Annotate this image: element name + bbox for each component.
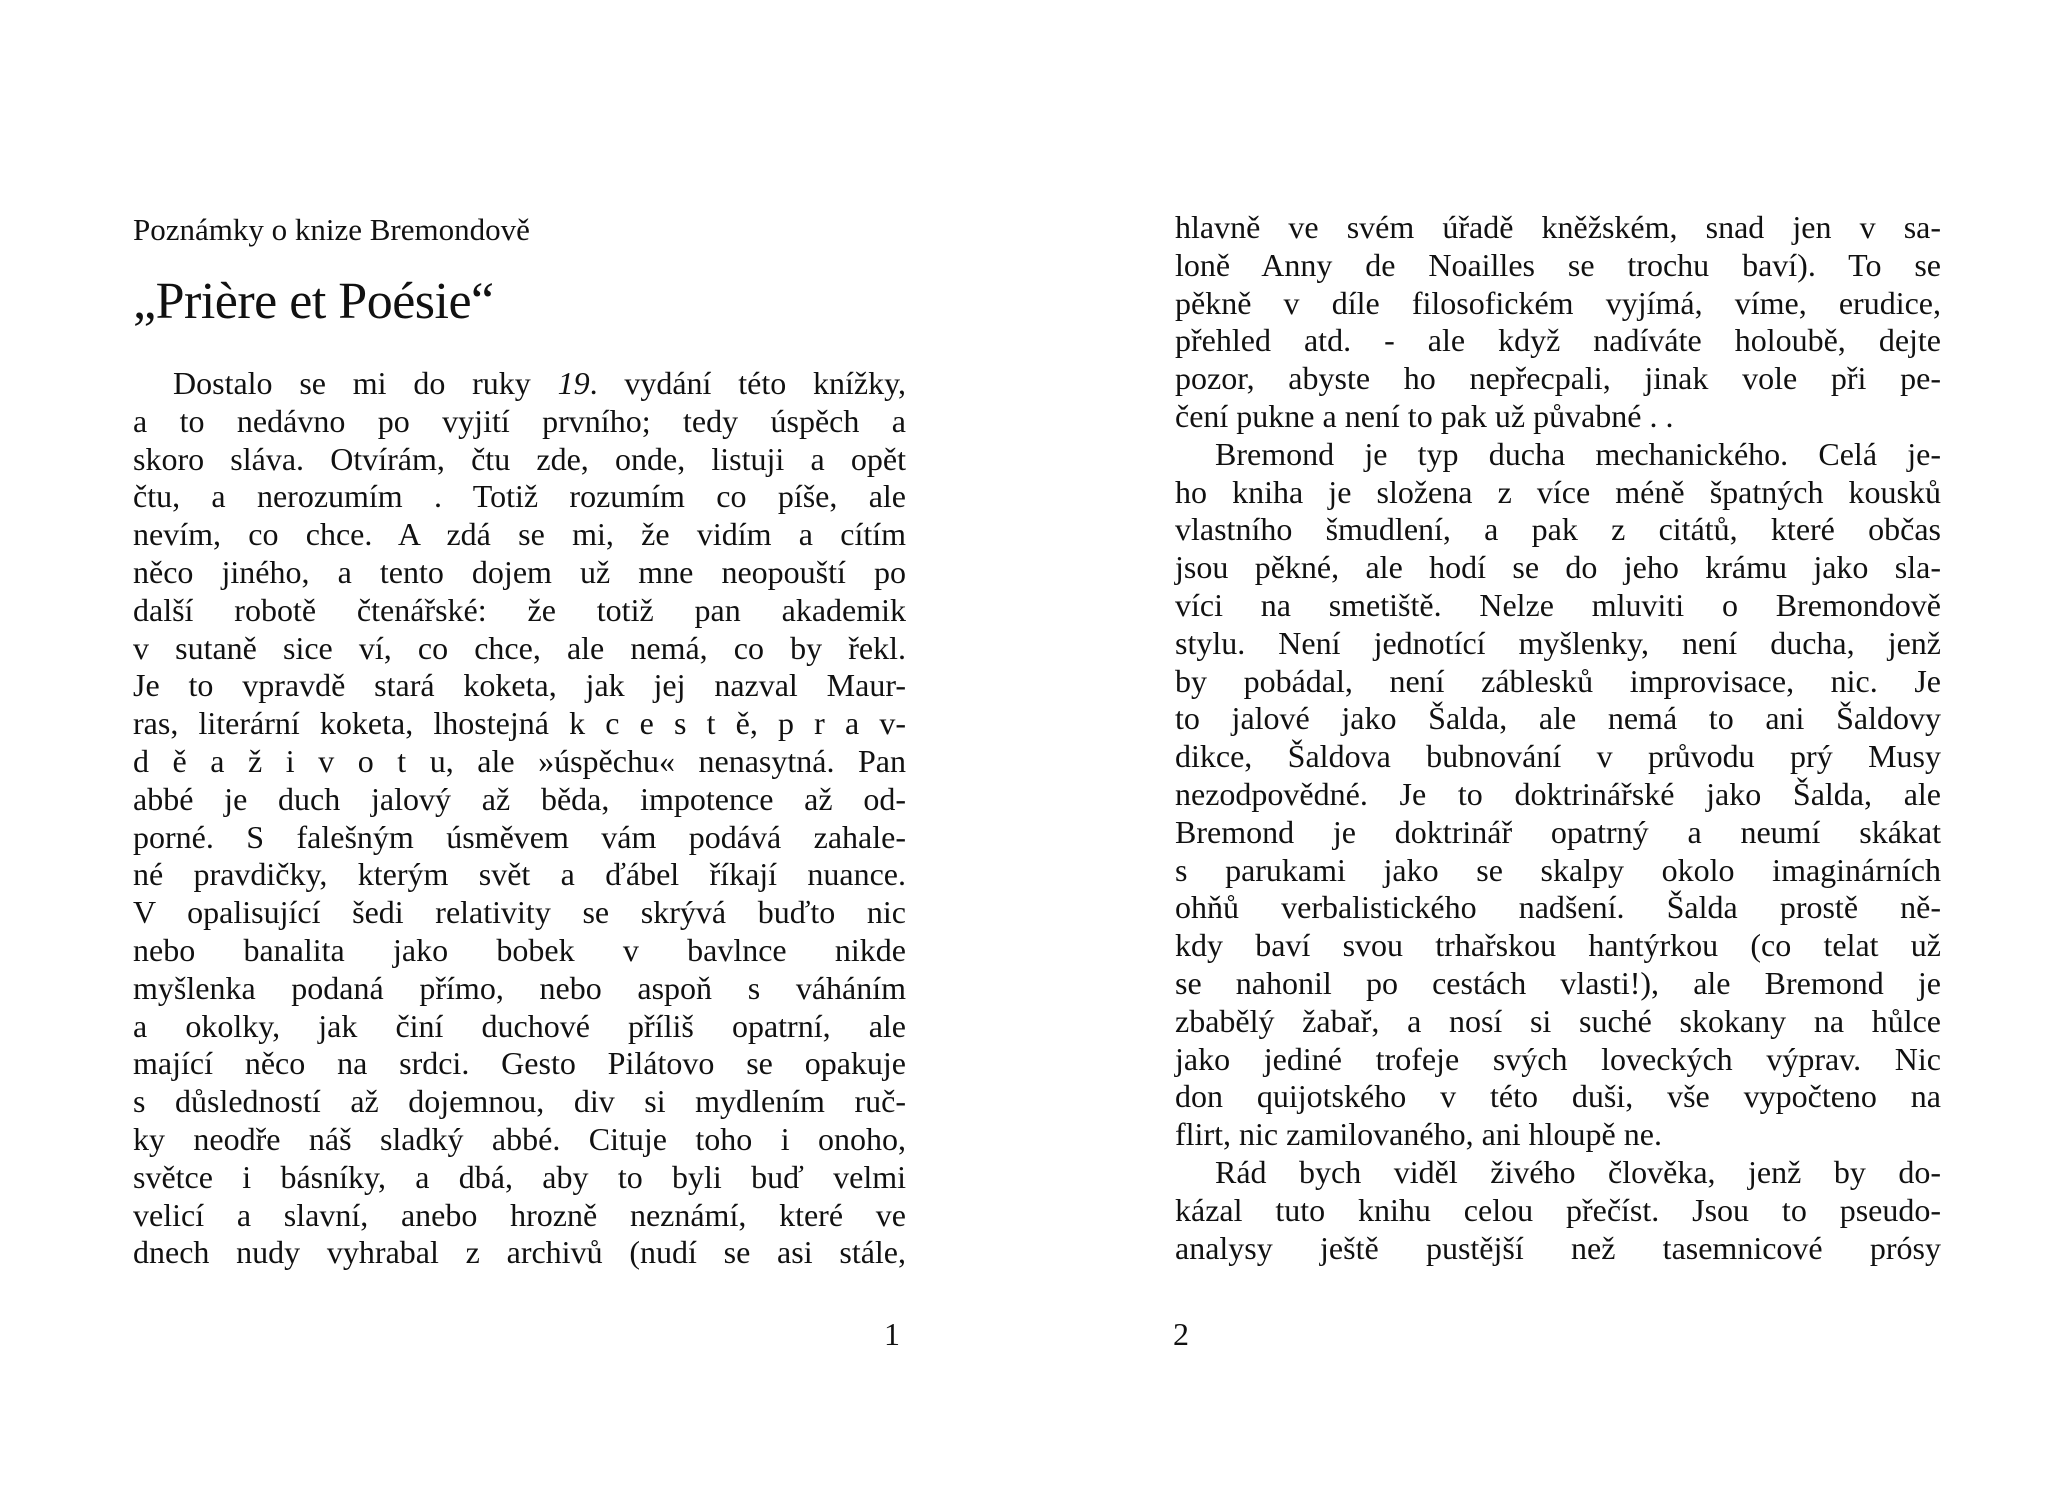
text-segment: nevím, co chce. A zdá se mi, že vidím a cítím bbox=[133, 516, 906, 553]
text-segment: čtu, a nerozumím . Totiž rozumím co píše, ale bbox=[133, 478, 906, 515]
text-line bbox=[133, 1159, 906, 1197]
text-segment: se nahonil po cestách vlasti!), ale Bremond je bbox=[1175, 964, 1941, 1001]
text-line bbox=[1175, 1116, 1941, 1154]
text-line bbox=[1175, 776, 1941, 814]
text-segment: čení pukne a není to pak už půvabné . . bbox=[1175, 397, 1674, 434]
text-line bbox=[133, 1197, 906, 1235]
text-segment: a to nedávno po vyjití prvního; tedy úspěch a bbox=[133, 402, 906, 439]
text-segment: v sutaně sice ví, co chce, ale nemá, co by řekl. bbox=[133, 629, 906, 666]
text-line bbox=[133, 894, 906, 932]
text-segment: velicí a slavní, anebo hrozně neznámí, které ve bbox=[133, 1196, 906, 1233]
text-segment: kázal tuto knihu celou přečíst. Jsou to pseudo- bbox=[1175, 1191, 1941, 1228]
text-line bbox=[1175, 360, 1941, 398]
text-segment: porné. S falešným úsměvem vám podává zahale- bbox=[133, 818, 906, 855]
text-segment: flirt, nic zamilovaného, ani hloupě ne. bbox=[1175, 1116, 1662, 1153]
text-line bbox=[1175, 927, 1941, 965]
text-segment: myšlenka podaná přímo, nebo aspoň s váháním bbox=[133, 969, 906, 1006]
text-line bbox=[1175, 511, 1941, 549]
text-line bbox=[133, 667, 906, 705]
text-line bbox=[133, 1008, 906, 1046]
text-line bbox=[133, 516, 906, 554]
text-segment: pěkně v díle filosofickém vyjímá, víme, erudice, bbox=[1175, 284, 1941, 321]
text-line bbox=[133, 478, 906, 516]
text-segment: Bremond je doktrinář opatrný a neumí skákat bbox=[1175, 813, 1941, 850]
text-line bbox=[1175, 247, 1941, 285]
text-line bbox=[1175, 738, 1941, 776]
text-line bbox=[133, 1121, 906, 1159]
text-line bbox=[1175, 700, 1941, 738]
text-segment: stylu. Není jednotící myšlenky, není ducha, jenž bbox=[1175, 624, 1941, 661]
text-line bbox=[133, 554, 906, 592]
text-segment: nebo banalita jako bobek v bavlnce nikde bbox=[133, 931, 906, 968]
text-segment: abbé je duch jalový až běda, impotence až od- bbox=[133, 780, 906, 817]
text-line bbox=[1175, 587, 1941, 625]
text-line bbox=[1175, 398, 1941, 436]
text-line bbox=[133, 819, 906, 857]
text-line bbox=[133, 1083, 906, 1121]
text-segment: pozor, abyste ho nepřecpali, jinak vole při pe- bbox=[1175, 360, 1941, 397]
text-segment: Rád bych viděl živého člověka, jenž by do- bbox=[1215, 1153, 1941, 1190]
text-segment: ohňů verbalistického nadšení. Šalda prostě ně- bbox=[1175, 889, 1941, 926]
text-segment: analysy ještě pustější než tasemnicové prósy bbox=[1175, 1229, 1941, 1266]
text-segment: dikce, Šaldova bubnování v průvodu prý Musy bbox=[1175, 738, 1941, 775]
text-segment: Je to vpravdě stará koketa, jak jej nazval Maur- bbox=[133, 667, 906, 704]
text-segment: světce i básníky, a dbá, aby to byli buď velmi bbox=[133, 1158, 906, 1195]
text-segment: zbabělý žabař, a nosí si suché skokany na hůlce bbox=[1175, 1002, 1941, 1039]
text-segment: jsou pěkné, ale hodí se do jeho krámu jako sla- bbox=[1175, 549, 1941, 586]
text-line bbox=[1175, 814, 1941, 852]
text-line bbox=[1175, 1230, 1941, 1268]
text-line bbox=[133, 1045, 906, 1083]
left-page-text bbox=[133, 365, 906, 1272]
text-segment: jako jediné trofeje svých loveckých výprav. Nic bbox=[1175, 1040, 1941, 1077]
text-line bbox=[1175, 965, 1941, 1003]
text-line bbox=[1175, 1192, 1941, 1230]
text-segment: nezodpovědné. Je to doktrinářské jako Šalda, ale bbox=[1175, 775, 1941, 812]
text-segment: dnech nudy vyhrabal z archivů (nudí se asi stále, bbox=[133, 1234, 906, 1271]
text-segment: d ě a ž i v o t u, ale »úspěchu« nenasytná. Pan bbox=[133, 742, 906, 779]
italic-text: 19 bbox=[557, 365, 590, 401]
text-segment: mající něco na srdci. Gesto Pilátovo se opakuje bbox=[133, 1045, 906, 1082]
text-segment: Dostalo se mi do ruky bbox=[173, 365, 558, 401]
text-line bbox=[133, 932, 906, 970]
text-segment: víci na smetiště. Nelze mluviti o Bremondově bbox=[1175, 586, 1941, 623]
text-segment: don quijotského v této duši, vše vypočteno na bbox=[1175, 1078, 1941, 1115]
text-line bbox=[133, 781, 906, 819]
chapter-header: Poznámky o knize Bremondově bbox=[133, 212, 530, 247]
text-line bbox=[1175, 852, 1941, 890]
text-segment: něco jiného, a tento dojem už mne neopouští po bbox=[133, 553, 906, 590]
text-line bbox=[133, 365, 906, 403]
text-line bbox=[133, 1234, 906, 1272]
text-segment: skoro sláva. Otvírám, čtu zde, onde, listuji a opět bbox=[133, 440, 906, 477]
text-line bbox=[1175, 625, 1941, 663]
text-line bbox=[133, 743, 906, 781]
text-segment: ky neodře náš sladký abbé. Cituje toho i onoho, bbox=[133, 1120, 906, 1157]
text-line bbox=[1175, 1154, 1941, 1192]
text-segment: Bremond je typ ducha mechanického. Celá je- bbox=[1215, 435, 1941, 472]
text-segment: to jalové jako Šalda, ale nemá to ani Šaldovy bbox=[1175, 700, 1941, 737]
text-segment: ras, literární koketa, lhostejná k c e s t ě, p r a v- bbox=[133, 705, 906, 742]
text-line bbox=[133, 856, 906, 894]
text-line bbox=[1175, 209, 1941, 247]
text-line bbox=[1175, 1041, 1941, 1079]
text-line bbox=[133, 705, 906, 743]
text-segment: kdy baví svou trhařskou hantýrkou (co telat už bbox=[1175, 927, 1941, 964]
text-segment: . vydání této knížky, bbox=[589, 365, 907, 401]
text-line bbox=[1175, 549, 1941, 587]
text-segment: loně Anny de Noailles se trochu baví). To se bbox=[1175, 246, 1941, 283]
text-segment: a okolky, jak činí duchové příliš opatrní, ale bbox=[133, 1007, 906, 1044]
text-line bbox=[133, 630, 906, 668]
chapter-title: „Prière et Poésie“ bbox=[133, 273, 494, 330]
text-segment: by pobádal, není záblesků improvisace, nic. Je bbox=[1175, 662, 1941, 699]
text-line bbox=[1175, 436, 1941, 474]
text-segment: vlastního šmudlení, a pak z citátů, které občas bbox=[1175, 511, 1941, 548]
text-line bbox=[133, 592, 906, 630]
text-line bbox=[1175, 1003, 1941, 1041]
text-segment: V opalisující šedi relativity se skrývá buďto nic bbox=[133, 894, 906, 931]
text-line bbox=[133, 403, 906, 441]
text-segment: přehled atd. - ale když nadíváte holoubě, dejte bbox=[1175, 322, 1941, 359]
text-line bbox=[1175, 1078, 1941, 1116]
page-number: 1 bbox=[884, 1316, 900, 1352]
text-segment: hlavně ve svém úřadě kněžském, snad jen v sa- bbox=[1175, 209, 1941, 245]
text-segment: s důsledností až dojemnou, div si mydlením ruč- bbox=[133, 1083, 906, 1120]
right-page-text bbox=[1175, 209, 1941, 1267]
text-line bbox=[1175, 322, 1941, 360]
page-number: 2 bbox=[1173, 1316, 1189, 1352]
text-line bbox=[1175, 663, 1941, 701]
text-segment: další robotě čtenářské: že totiž pan akademik bbox=[133, 591, 906, 628]
text-segment: s parukami jako se skalpy okolo imaginárních bbox=[1175, 851, 1941, 888]
text-line bbox=[133, 970, 906, 1008]
text-line bbox=[1175, 889, 1941, 927]
text-line bbox=[1175, 285, 1941, 323]
text-line bbox=[133, 441, 906, 479]
text-segment: ho kniha je složena z více méně špatných kousků bbox=[1175, 473, 1941, 510]
text-segment: né pravdičky, kterým svět a ďábel říkají nuance. bbox=[133, 856, 906, 893]
text-line bbox=[1175, 474, 1941, 512]
